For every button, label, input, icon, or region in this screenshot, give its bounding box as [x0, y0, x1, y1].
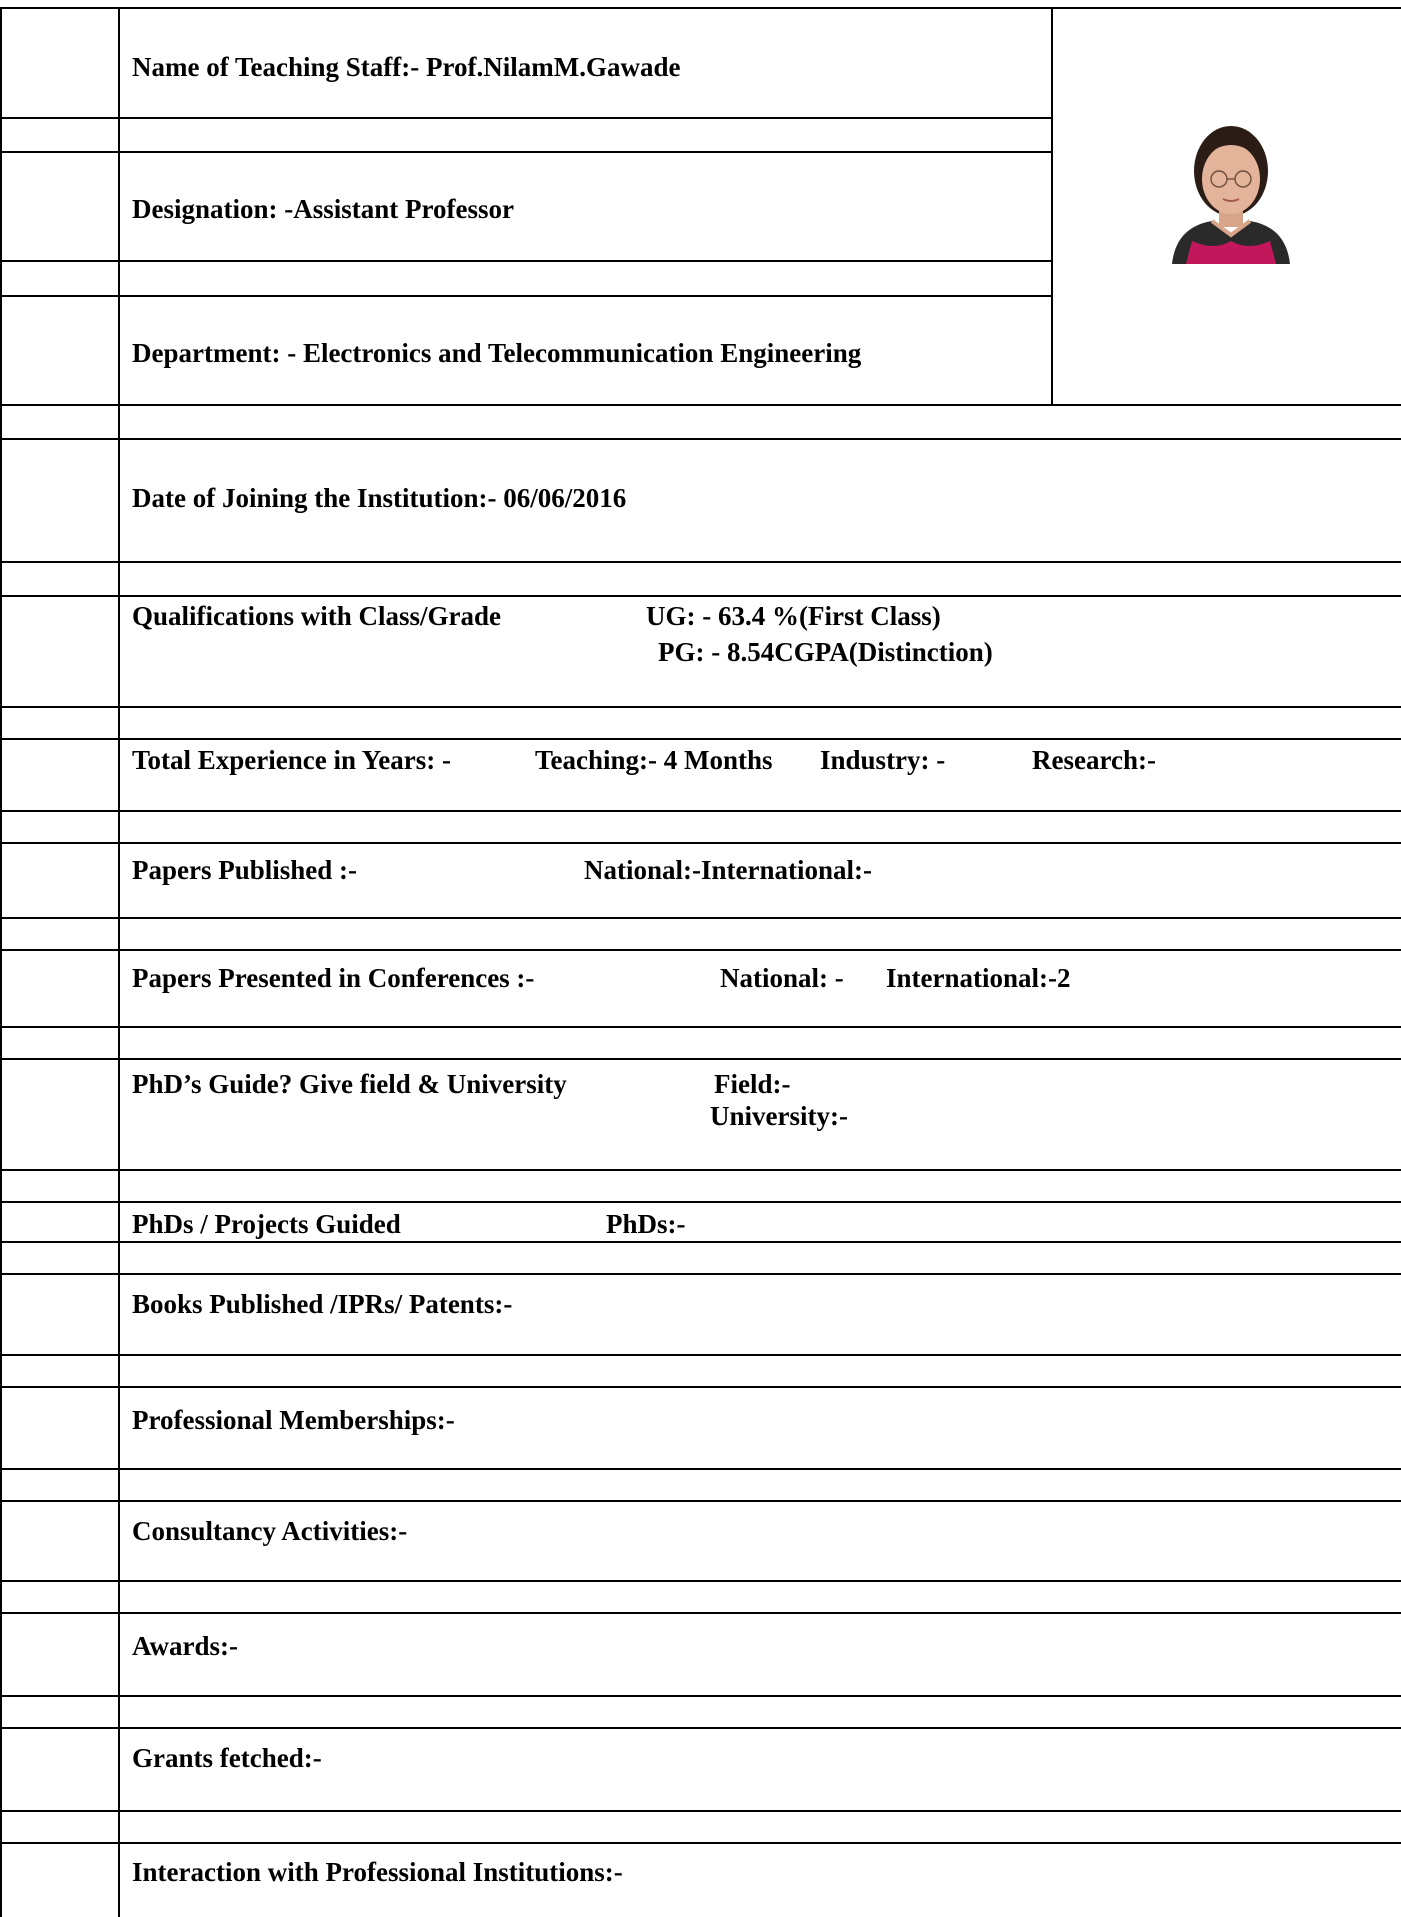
divider — [0, 7, 1401, 9]
divider — [0, 1273, 1401, 1275]
experience-research: Research:- — [1032, 745, 1156, 775]
divider — [0, 1026, 1401, 1028]
divider — [0, 438, 1401, 440]
divider — [0, 404, 1401, 406]
phd-guide-label: PhD’s Guide? Give field & University — [132, 1069, 567, 1099]
divider — [0, 842, 1401, 844]
phd-guide-university: University:- — [710, 1101, 848, 1131]
divider — [0, 949, 1401, 951]
books-published: Books Published /IPRs/ Patents:- — [132, 1289, 513, 1319]
consultancy-activities: Consultancy Activities:- — [132, 1516, 408, 1546]
qualifications-label: Qualifications with Class/Grade — [132, 601, 502, 631]
professional-memberships: Professional Memberships:- — [132, 1405, 455, 1435]
experience-label: Total Experience in Years: - — [132, 745, 451, 775]
papers-presented-label: Papers Presented in Conferences :- — [132, 963, 535, 993]
divider — [0, 151, 1053, 153]
staff-name: Name of Teaching Staff:- Prof.NilamM.Gawade — [132, 52, 681, 82]
awards: Awards:- — [132, 1631, 238, 1661]
papers-presented-national: National: - — [720, 963, 844, 993]
divider — [0, 1201, 1401, 1203]
divider — [0, 260, 1053, 262]
portrait-image-icon — [1162, 121, 1300, 264]
divider — [0, 1386, 1401, 1388]
divider — [118, 7, 120, 1917]
divider — [0, 1241, 1401, 1243]
designation: Designation: -Assistant Professor — [132, 194, 514, 224]
divider — [0, 1612, 1401, 1614]
divider — [0, 1842, 1401, 1844]
experience-industry: Industry: - — [820, 745, 946, 775]
divider — [0, 295, 1053, 297]
divider — [0, 7, 2, 1917]
divider — [0, 1580, 1401, 1582]
divider — [0, 738, 1401, 740]
divider — [0, 917, 1401, 919]
divider — [0, 810, 1401, 812]
qualification-ug: UG: - 63.4 %(First Class) — [646, 601, 941, 631]
divider — [1051, 7, 1053, 405]
grants-fetched: Grants fetched:- — [132, 1743, 322, 1773]
divider — [0, 1695, 1401, 1697]
divider — [0, 1354, 1401, 1356]
staff-portrait-photo — [1162, 121, 1300, 264]
phd-guide-field: Field:- — [714, 1069, 791, 1099]
divider — [0, 1500, 1401, 1502]
divider — [0, 1058, 1401, 1060]
qualification-pg: PG: - 8.54CGPA(Distinction) — [658, 637, 993, 667]
divider — [0, 117, 1053, 119]
divider — [0, 1727, 1401, 1729]
divider — [0, 1810, 1401, 1812]
projects-guided-phds: PhDs:- — [606, 1209, 686, 1239]
divider — [0, 561, 1401, 563]
papers-presented-international: International:-2 — [886, 963, 1071, 993]
date-of-joining: Date of Joining the Institution:- 06/06/2016 — [132, 483, 627, 513]
divider — [0, 1169, 1401, 1171]
divider — [0, 1468, 1401, 1470]
interaction-professional-institutions: Interaction with Professional Institutions:- — [132, 1857, 623, 1887]
experience-teaching: Teaching:- 4 Months — [535, 745, 773, 775]
divider — [0, 595, 1401, 597]
projects-guided-label: PhDs / Projects Guided — [132, 1209, 401, 1239]
divider — [0, 706, 1401, 708]
papers-published-label: Papers Published :- — [132, 855, 358, 885]
department: Department: - Electronics and Telecommunication Engineering — [132, 338, 862, 368]
papers-published-values: National:-International:- — [584, 855, 872, 885]
